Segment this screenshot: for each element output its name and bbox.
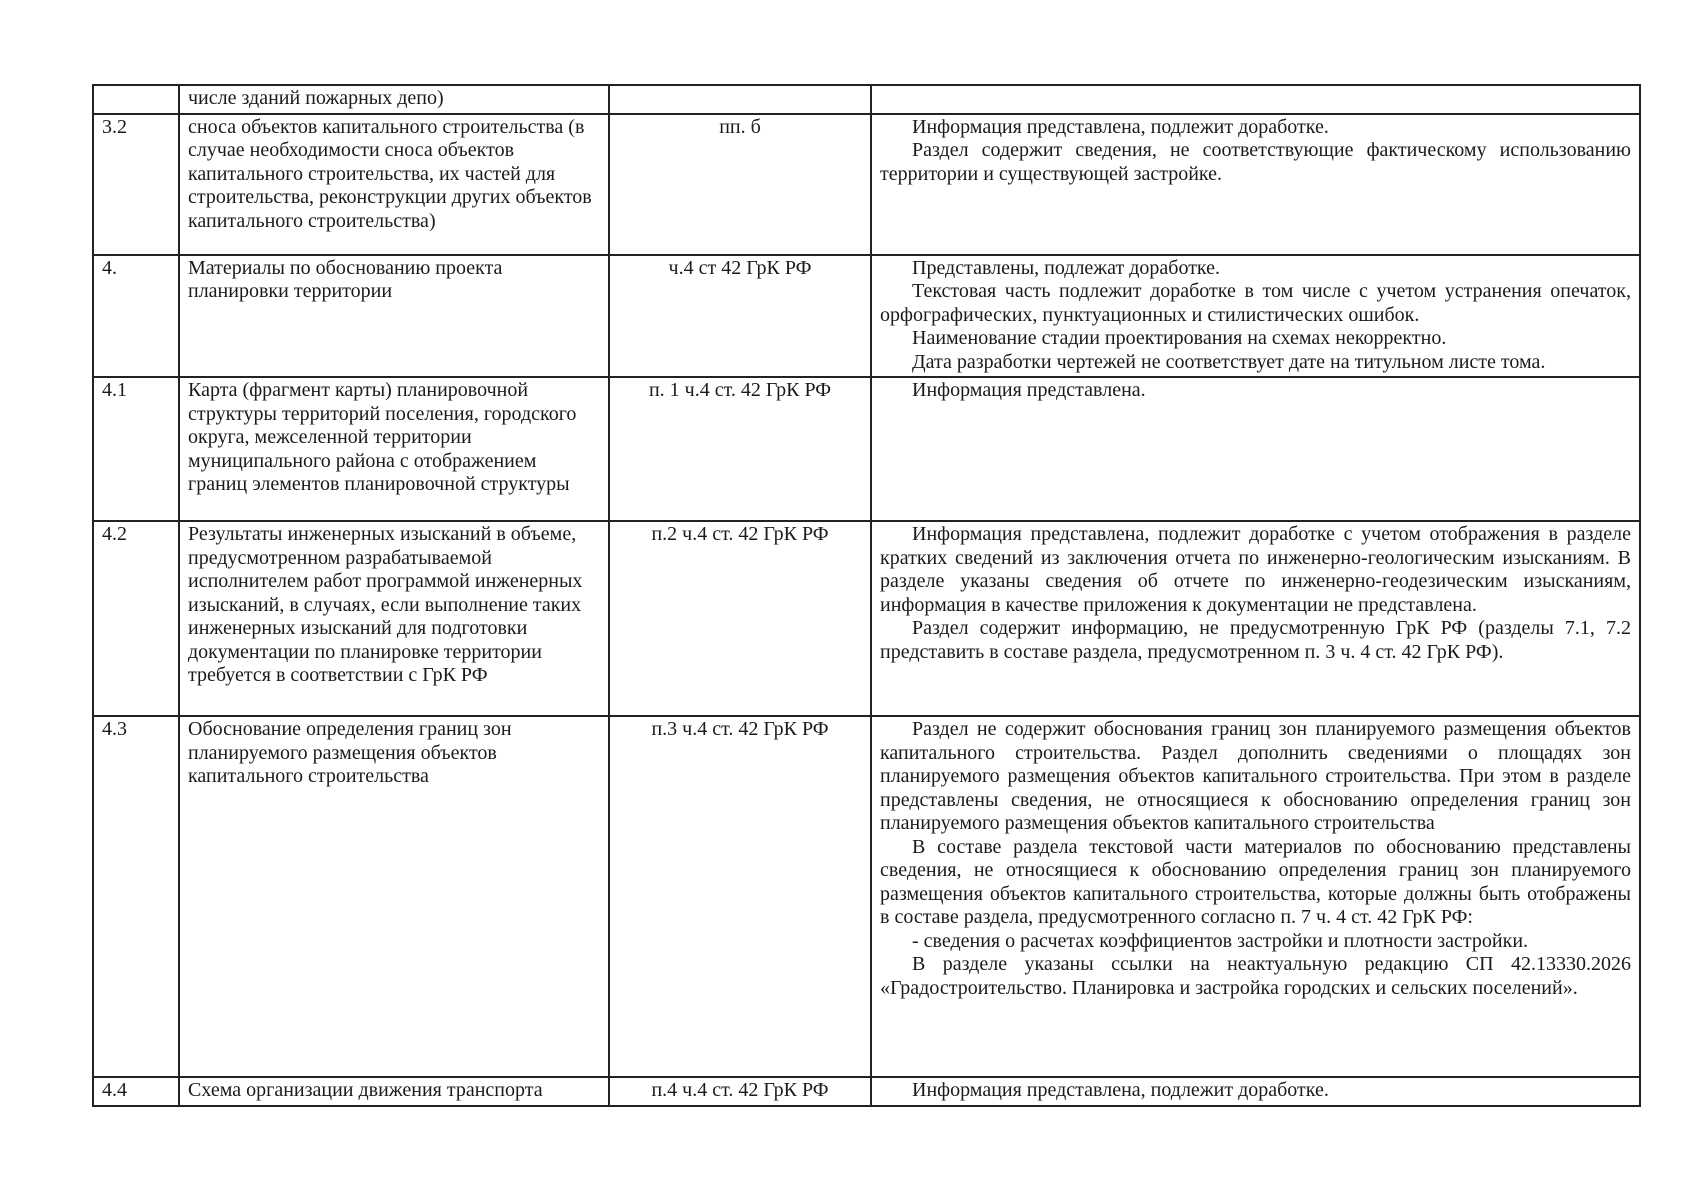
legal-reference: п.2 ч.4 ст. 42 ГрК РФ (609, 521, 871, 716)
conclusion-paragraph: Информация представлена. (912, 379, 1146, 401)
table-row (93, 85, 1640, 114)
conclusion-paragraph: Раздел содержит сведения, не соответствующие фактическому использованию территории и существующей застройке. (880, 139, 1631, 185)
table-row (93, 521, 1640, 716)
item-number: 4.1 (93, 377, 179, 521)
review-conclusion (871, 521, 1640, 716)
conclusion-paragraph: Информация представлена, подлежит доработке. (912, 115, 1329, 138)
review-conclusion (871, 114, 1640, 255)
item-description: сноса объектов капитального строительства (в случае необходимости сноса объектов капитального строительства, их частей для строительства, реконструкции других объектов капитального строительства) (179, 114, 609, 255)
conclusion-paragraph: Раздел содержит информацию, не предусмотренную ГрК РФ (разделы 7.1, 7.2 представить в составе раздела, предусмотренном п. 3 ч. 4 ст. 42 ГрК РФ). (880, 617, 1631, 663)
item-number: 4. (93, 255, 179, 378)
item-description: Обоснование определения границ зон планируемого размещения объектов капитального строительства (179, 716, 609, 1077)
table-row (93, 255, 1640, 378)
review-table (92, 84, 1641, 1107)
legal-reference: п.4 ч.4 ст. 42 ГрК РФ (609, 1077, 871, 1106)
review-conclusion (871, 1077, 1640, 1106)
item-number: 3.2 (93, 114, 179, 255)
conclusion-paragraph: Информация представлена, подлежит доработке с учетом отображения в разделе кратких сведений из заключения отчета по инженерно-геологическим изысканиям. В разделе указаны сведения об отчете по инженерно-геодезическим изысканиям, информация в качестве приложения к документации не представлена. (880, 523, 1631, 616)
conclusion-paragraph: В составе раздела текстовой части материалов по обоснованию представлены сведения, не относящиеся к обоснованию определения границ зон планируемого размещения объектов капитального строительства, которые должны быть отображены в составе раздела, предусмотренного согласно п. 7 ч. 4 ст. 42 ГрК РФ: (880, 835, 1631, 928)
item-number: 4.4 (93, 1077, 179, 1106)
review-conclusion (871, 377, 1640, 521)
conclusion-paragraph: В разделе указаны ссылки на неактуальную редакцию СП 42.13330.2026 «Градостроительство. Планировка и застройка городских и сельских поселений». (880, 953, 1631, 999)
item-description: числе зданий пожарных депо) (179, 85, 609, 114)
conclusion-paragraph: Текстовая часть подлежит доработке в том числе с учетом устранения опечаток, орфографических, пунктуационных и стилистических ошибок. (880, 280, 1631, 326)
item-description: Материалы по обоснованию проекта планировки территории (179, 255, 609, 378)
conclusion-paragraph: Дата разработки чертежей не соответствует дате на титульном листе тома. (912, 350, 1546, 373)
item-description: Карта (фрагмент карты) планировочной структуры территорий поселения, городского округа, межселенной территории муниципального района с отображением границ элементов планировочной структуры (179, 377, 609, 521)
review-conclusion (871, 716, 1640, 1077)
table-row (93, 1077, 1640, 1106)
item-description: Результаты инженерных изысканий в объеме, предусмотренном разрабатываемой исполнителем работ программой инженерных изысканий, в случаях, если выполнение таких инженерных изысканий для подготовки документации по планировке территории требуется в соответствии с ГрК РФ (179, 521, 609, 716)
conclusion-paragraph: - сведения о расчетах коэффициентов застройки и плотности застройки. (912, 929, 1529, 952)
legal-reference: п.3 ч.4 ст. 42 ГрК РФ (609, 716, 871, 1077)
legal-reference: пп. б (609, 114, 871, 255)
item-number: 4.2 (93, 521, 179, 716)
conclusion-paragraph: Информация представлена, подлежит доработке. (912, 1079, 1329, 1101)
review-conclusion (871, 255, 1640, 378)
conclusion-paragraph: Представлены, подлежат доработке. (912, 256, 1221, 279)
conclusion-paragraph: Наименование стадии проектирования на схемах некорректно. (912, 327, 1447, 349)
item-description: Схема организации движения транспорта (179, 1077, 609, 1106)
legal-reference: п. 1 ч.4 ст. 42 ГрК РФ (609, 377, 871, 521)
legal-reference (609, 85, 871, 114)
table-row (93, 716, 1640, 1077)
item-number: 4.3 (93, 716, 179, 1077)
table-row (93, 377, 1640, 521)
review-conclusion (871, 85, 1640, 114)
legal-reference: ч.4 ст 42 ГрК РФ (609, 255, 871, 378)
conclusion-paragraph: Раздел не содержит обоснования границ зон планируемого размещения объектов капитального строительства. Раздел дополнить сведениями о площадях зон планируемого размещения объектов капитального строительства. При этом в разделе представлены сведения, не относящиеся к обоснованию определения границ зон планируемого размещения объектов капитального строительства (880, 718, 1631, 834)
table-row (93, 114, 1640, 255)
item-number (93, 85, 179, 114)
